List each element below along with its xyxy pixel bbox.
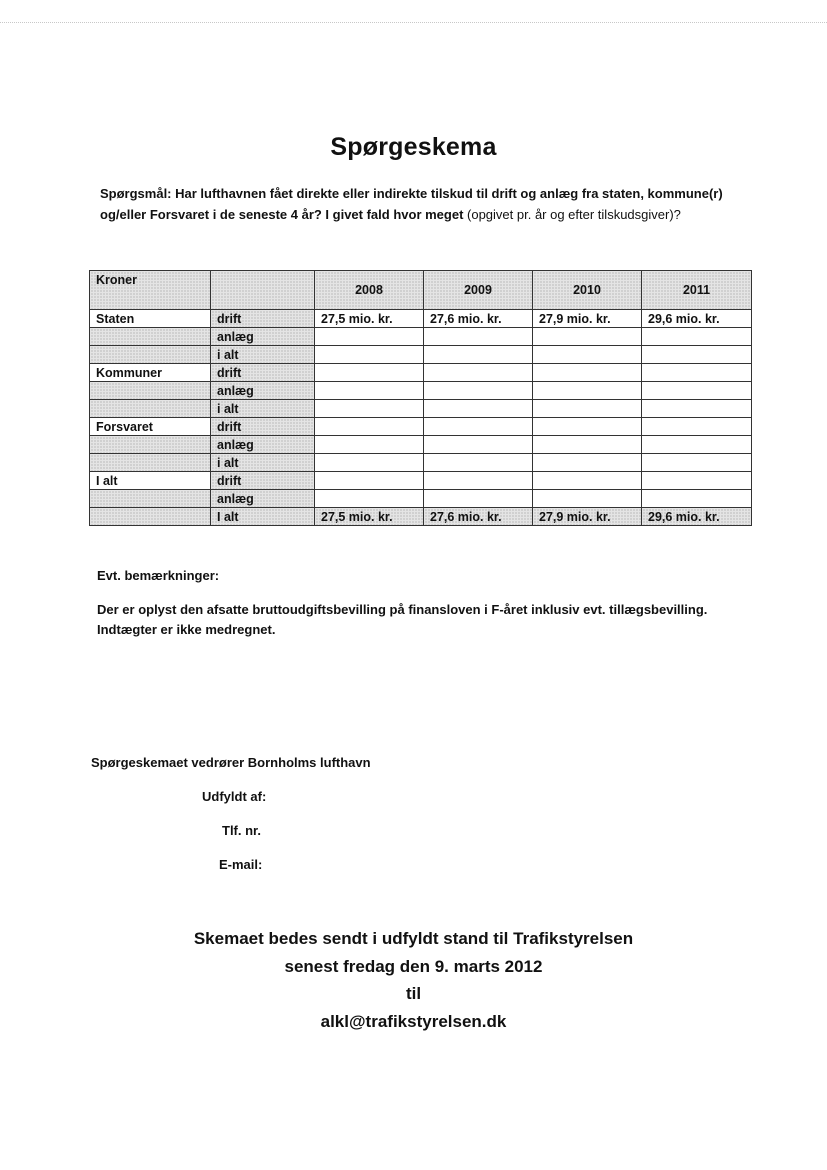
closing-line-3: til — [405, 984, 422, 1003]
header-year-2010: 2010 — [533, 271, 642, 310]
value-cell: 27,5 mio. kr. — [315, 310, 424, 328]
row-subtype-cell: I alt — [211, 508, 315, 526]
table-row — [90, 490, 752, 508]
value-cell — [424, 346, 533, 364]
value-cell: 29,6 mio. kr. — [642, 310, 752, 328]
value-cell — [533, 490, 642, 508]
value-cell: 27,9 mio. kr. — [533, 310, 642, 328]
table-row — [90, 382, 752, 400]
remarks-line-2: Indtægter er ikke medregnet. — [97, 622, 276, 637]
value-cell — [642, 436, 752, 454]
row-group-cell — [90, 328, 211, 346]
row-subtype-cell: drift — [211, 418, 315, 436]
value-cell — [533, 346, 642, 364]
question-bold: Spørgsmål: Har lufthavnen fået direkte eller indirekte tilskud til drift og anlæg fra staten, kommune(r) og/eller Forsvaret i de seneste 4 år? I givet fald hvor meget — [100, 186, 723, 222]
value-cell: 27,6 mio. kr. — [424, 310, 533, 328]
value-cell — [642, 400, 752, 418]
row-group-cell — [90, 400, 211, 418]
table-row — [90, 418, 752, 436]
closing-email: alkl@trafikstyrelsen.dk — [320, 1011, 507, 1031]
value-cell — [424, 454, 533, 472]
header-label-kroner: Kroner — [90, 271, 211, 310]
document-title: Spørgeskema — [330, 133, 497, 161]
value-cell: 29,6 mio. kr. — [642, 508, 752, 526]
value-cell — [642, 472, 752, 490]
concerns-airport-label: Spørgeskemaet vedrører Bornholms lufthavn — [91, 755, 371, 770]
row-subtype-cell: drift — [211, 472, 315, 490]
row-group-cell — [90, 454, 211, 472]
row-group-cell — [90, 382, 211, 400]
value-cell — [533, 400, 642, 418]
table-row — [90, 310, 752, 328]
value-cell — [533, 328, 642, 346]
value-cell — [533, 436, 642, 454]
header-empty-cell — [211, 271, 315, 310]
header-year-2011: 2011 — [642, 271, 752, 310]
row-subtype-cell: i alt — [211, 346, 315, 364]
row-group-cell: Staten — [90, 310, 211, 328]
value-cell — [424, 472, 533, 490]
value-cell — [315, 400, 424, 418]
remarks-text — [97, 600, 737, 640]
value-cell — [642, 328, 752, 346]
subsidy-table — [89, 270, 752, 526]
table-row — [90, 364, 752, 382]
question-normal: (opgivet pr. år og efter tilskudsgiver)? — [463, 207, 681, 222]
table-row — [90, 400, 752, 418]
filled-by-label: Udfyldt af: — [202, 789, 267, 804]
phone-label: Tlf. nr. — [222, 823, 261, 838]
value-cell — [642, 490, 752, 508]
value-cell — [424, 382, 533, 400]
row-subtype-cell: drift — [211, 310, 315, 328]
row-subtype-cell: anlæg — [211, 436, 315, 454]
value-cell — [315, 346, 424, 364]
closing-instructions — [0, 925, 827, 1035]
scan-artifact-line — [0, 22, 827, 23]
value-cell — [315, 382, 424, 400]
value-cell: 27,6 mio. kr. — [424, 508, 533, 526]
value-cell: 27,9 mio. kr. — [533, 508, 642, 526]
value-cell — [424, 436, 533, 454]
row-subtype-cell: anlæg — [211, 328, 315, 346]
value-cell — [315, 454, 424, 472]
value-cell — [642, 418, 752, 436]
value-cell — [424, 364, 533, 382]
value-cell — [533, 382, 642, 400]
row-subtype-cell: i alt — [211, 454, 315, 472]
value-cell — [642, 346, 752, 364]
row-group-cell — [90, 346, 211, 364]
value-cell — [315, 328, 424, 346]
table-row — [90, 454, 752, 472]
table-row — [90, 436, 752, 454]
email-label: E-mail: — [219, 857, 263, 872]
header-year-2008: 2008 — [315, 271, 424, 310]
value-cell — [533, 364, 642, 382]
value-cell — [533, 472, 642, 490]
row-subtype-cell: drift — [211, 364, 315, 382]
value-cell — [315, 364, 424, 382]
value-cell — [533, 454, 642, 472]
row-group-cell — [90, 508, 211, 526]
row-group-cell: Kommuner — [90, 364, 211, 382]
question-text — [100, 183, 740, 225]
value-cell — [642, 364, 752, 382]
value-cell — [533, 418, 642, 436]
row-subtype-cell: i alt — [211, 400, 315, 418]
row-group-cell: I alt — [90, 472, 211, 490]
row-group-cell — [90, 490, 211, 508]
remarks-label: Evt. bemærkninger: — [97, 568, 220, 583]
value-cell — [642, 454, 752, 472]
row-subtype-cell: anlæg — [211, 382, 315, 400]
closing-line-1: Skemaet bedes sendt i udfyldt stand til Trafikstyrelsen — [193, 929, 634, 948]
table-row — [90, 346, 752, 364]
value-cell — [642, 382, 752, 400]
table-row — [90, 328, 752, 346]
table-header-row — [90, 271, 752, 310]
value-cell — [424, 490, 533, 508]
value-cell — [315, 418, 424, 436]
row-subtype-cell: anlæg — [211, 490, 315, 508]
value-cell: 27,5 mio. kr. — [315, 508, 424, 526]
table-row — [90, 508, 752, 526]
value-cell — [424, 418, 533, 436]
closing-line-2: senest fredag den 9. marts 2012 — [284, 956, 543, 976]
header-year-2009: 2009 — [424, 271, 533, 310]
row-group-cell: Forsvaret — [90, 418, 211, 436]
value-cell — [424, 328, 533, 346]
value-cell — [315, 436, 424, 454]
table-row — [90, 472, 752, 490]
value-cell — [315, 472, 424, 490]
row-group-cell — [90, 436, 211, 454]
value-cell — [315, 490, 424, 508]
remarks-line-1: Der er oplyst den afsatte bruttoudgiftsbevilling på finansloven i F-året inklusiv evt. tillægsbevilling. — [97, 602, 708, 617]
value-cell — [424, 400, 533, 418]
